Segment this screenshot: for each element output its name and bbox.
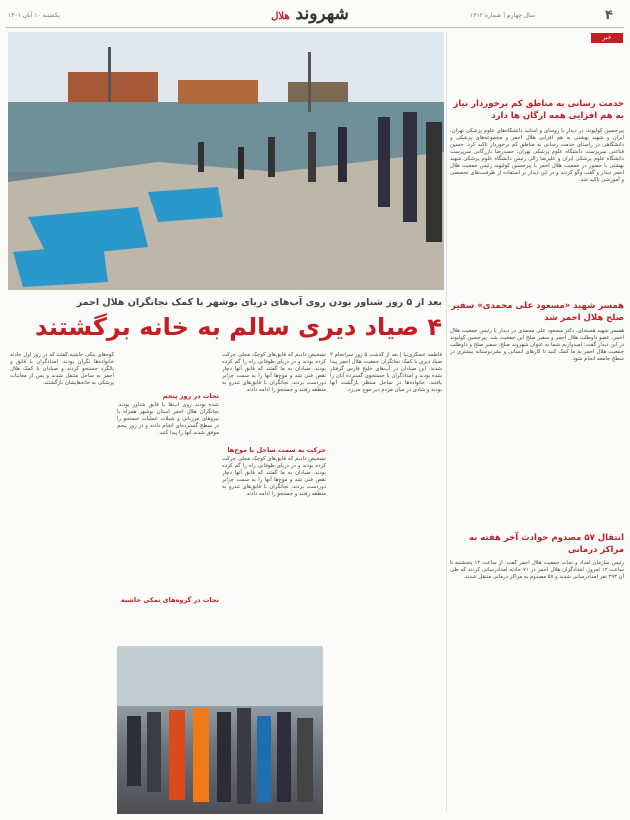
column-2-heading: حرکت به سمت ساحل با موج‌ها xyxy=(227,446,326,454)
header-divider xyxy=(6,27,624,28)
article-column-3 xyxy=(117,352,219,604)
column-3-heading-2: نجات در گروه‌های نمکی حاشیه xyxy=(120,596,219,604)
sidebar-divider xyxy=(446,32,447,812)
article-subtitle: بعد از ۵ روز شناور بودن روی آب‌های دریای بوشهر با کمک نجاتگران هلال احمر xyxy=(76,297,442,308)
sidebar-headline-2: همسر شهید «مسعود علی محمدی» سفیر صلح هلال احمر شد xyxy=(451,301,624,323)
column-3-heading-1: نجات در روز پنجم xyxy=(162,392,219,400)
logo-sub: هلال xyxy=(271,11,290,22)
article-headline: ۴ صیاد دیری سالم به خانه برگشتند xyxy=(34,313,442,341)
article-column-1: فاطمه عسگری‌نیا | بعد از گذشت ۵ روز سرانجام ۴ صیاد دیری با کمک نجاتگران جمعیت هلال احمر پیدا شدند. این صیادان در آب‌های خلیج فارس گرفتار شده بودند و امدادگران با جستجوی گسترده آنان را یافتند. خانواده‌ها در ساحل منتظر بازگشت آنها بودند و شادی در میان مردم دیر موج می‌زد. xyxy=(330,352,442,393)
harbor-photo xyxy=(8,32,444,290)
issue-number: سال چهارم | شماره ۱۳۱۲ xyxy=(470,12,536,19)
newspaper-logo xyxy=(262,4,358,26)
rescue-photo-illustration xyxy=(117,646,323,814)
column-2-body: تشخیص دادیم که قایق‌های کوچک محلی حرکت کرده بودند و در دریای طوفانی راه را گم کرده بودند. صیادان به ما گفتند که قایق آنها دچار نقص فنی شد و موج‌ها آنها را به سمت جزایر دوردست بردند. نجاتگران با قایق‌های تندرو به منطقه رفتند و جستجو را ادامه دادند. xyxy=(222,456,326,497)
sidebar-headline-3: انتقال ۵۷ مصدوم حوادث آخر هفته به مراکز درمانی xyxy=(468,533,624,555)
sidebar-body-2: همسر شهید هسته‌ای، دکتر مسعود علی محمدی در دیدار با رئیس جمعیت هلال احمر، عضو داوطلب هلال احمر و سفیر صلح این جمعیت شد. پیرحسین کولیوند در این دیدار گفت: امیدواریم شما به عنوان شهروند صلح، سفیر صلح و داوطلب جمعیت هلال احمر به ما کمک کنید تا کارهای انسانی و بشردوستانه بیشتری در سطح جامعه انجام شود. xyxy=(450,328,624,362)
sidebar-body-1: پیرحسین کولیوند، در دیدار با روسای و اساتید دانشگاه‌های علوم پزشکی تهران، ایران و شهید بهشتی به هم افزایی هلال احمر و مجموعه‌های پزشکی و دانشگاهی در راستای خدمت رسانی به مناطق کم برخوردار تاکید کرد. حسین قناعتی سرپرست دانشگاه علوم پزشکی تهران، حمیدرضا بازرگانی سرپرست دانشگاه علوم پزشکی ایران و علیرضا زالی رئیس دانشگاه علوم پزشکی شهید بهشتی با حضور در جمعیت هلال احمر با پیرحسین کولیوند رئیس جمعیت هلال احمر دیدار و گفت وگو کردند و در این دیدار بر استفاده از ظرفیت‌های تخصصی و آموزشی تاکید شد. xyxy=(450,128,624,183)
page-number: ۴ xyxy=(605,8,613,23)
column-2-intro: تشخیص دادیم که قایق‌های کوچک محلی حرکت کرده بودند و در دریای طوفانی راه را گم کرده بودند. صیادان به ما گفتند که قایق آنها دچار نقص فنی شد و موج‌ها آنها را به سمت جزایر دوردست بردند. نجاتگران با قایق‌های تندرو به منطقه رفتند و جستجو را ادامه دادند. xyxy=(222,352,326,393)
issue-date: یکشنبه ۱۰ آبان ۱۴۰۱ xyxy=(8,12,60,19)
article-column-2 xyxy=(222,352,326,636)
rescue-photo xyxy=(117,646,323,814)
news-tag: خبر xyxy=(591,33,623,43)
harbor-photo-illustration xyxy=(8,32,444,290)
sidebar-body-3: رئیس سازمان امداد و نجات جمعیت هلال احمر گفت: از ساعت ۱۲ پنجشنبه تا ساعت ۱۲ امروز، امدادگران هلال احمر در ۷۱ حادثه امدادرسانی کردند که طی آن ۲۹۳ نفر امدادرسانی شدند و ۵۷ مصدوم به مراکز درمانی منتقل شدند. xyxy=(450,560,624,580)
logo-main: شهروند xyxy=(295,4,349,24)
article-column-4: کوه‌های بنکی حاشیه گفتند که در روز اول حادثه خانواده‌ها نگران بودند. امدادگران با قایق و بالگرد جستجو کردند و صیادان با کمک هلال احمر به ساحل منتقل شدند و پس از معاینات پزشکی به خانه‌هایشان بازگشتند. xyxy=(10,352,114,386)
column-3-body: شده بودند روی آب‌ها با قایق شناور بودند. نجاتگران هلال احمر استان بوشهر همراه با نیروهای مرزبانی و شیلات عملیات جستجو را در سطح گسترده‌ای انجام دادند و در روز پنجم موفق شدند آنها را پیدا کنند. xyxy=(117,402,219,436)
sidebar-headline-1: خدمت رسانی به مناطق کم برخوردار نیاز به هم افزایی همه ارگان ها دارد xyxy=(453,99,624,121)
